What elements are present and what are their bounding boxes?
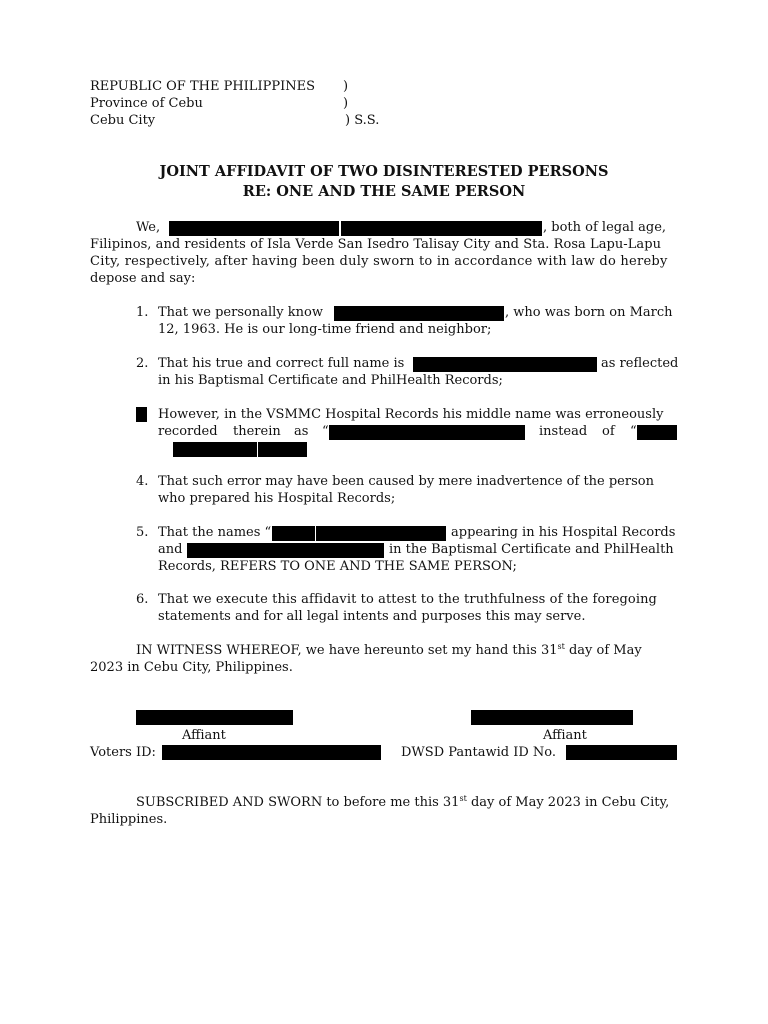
intro-we: We, (136, 220, 161, 235)
voters-id-label: Voters ID: (90, 745, 156, 760)
dwsd-id-label: DWSD Pantawid ID No. (401, 745, 557, 760)
item-6-number: 6. (136, 592, 149, 607)
jurat-text-a: SUBSCRIBED AND SWORN to before me this 31 (136, 795, 460, 810)
intro-line-4: depose and say: (90, 271, 196, 286)
item-5-text-a: That the names “ (158, 525, 272, 540)
caption-paren-1: ) (343, 79, 349, 94)
item-3-open-quote-2: “ (630, 424, 637, 439)
witness-text-a: IN WITNESS WHEREOF, we have hereunto set my hand this 31 (136, 643, 558, 658)
item-2 (158, 355, 677, 389)
item-6 (158, 591, 677, 625)
caption-republic: REPUBLIC OF THE PHILIPPINES (90, 79, 315, 94)
redaction-correct-middle-name-3 (258, 442, 307, 457)
redaction-dwsd-id (566, 745, 677, 760)
item-4 (158, 473, 677, 507)
item-5 (158, 524, 677, 575)
redaction-affiant-name-2 (341, 221, 542, 236)
witness-clause-line-2: 2023 in Cebu City, Philippines. (90, 660, 293, 675)
caption-province: Province of Cebu (90, 96, 203, 111)
item-5-number: 5. (136, 525, 149, 540)
intro-line-3: City, respectively, after having been duly sworn to in accordance with law do hereby (90, 254, 668, 269)
jurat-ordinal: st (459, 794, 467, 803)
redaction-hospital-name-1 (272, 526, 315, 541)
item-3-open-quote-1: “ (322, 424, 329, 439)
redaction-affiant-name-1 (169, 221, 339, 236)
redaction-correct-middle-name-1 (637, 425, 677, 440)
intro-line-2: Filipinos, and residents of Isla Verde San Isedro Talisay City and Sta. Rosa Lapu-Lapu (90, 237, 662, 252)
witness-text-b: day of May (568, 643, 642, 658)
item-5-and: and (158, 542, 183, 557)
item-4-number: 4. (136, 474, 149, 489)
item-2-number: 2. (136, 356, 149, 371)
item-3-text-a: However, in the VSMMC Hospital Records his middle name was erroneously (158, 407, 664, 422)
item-3 (158, 406, 677, 458)
item-2-text-c: in his Baptismal Certificate and PhilHealth Records; (158, 373, 503, 388)
jurat-line-1 (136, 794, 669, 811)
item-5-text-b: appearing in his Hospital Records (451, 525, 676, 540)
item-3-instead: instead (539, 424, 588, 439)
item-6-text-a: That we execute this affidavit to attest to the truthfulness of the foregoing (158, 592, 657, 607)
item-1-number: 1. (136, 305, 149, 320)
item-3-recorded: recorded (158, 424, 218, 439)
item-1 (158, 304, 677, 338)
subtitle-re: RE (242, 183, 266, 200)
subtitle-rest: : ONE AND THE SAME PERSON (265, 183, 526, 200)
jurat-line-2: Philippines. (90, 812, 168, 827)
caption-paren-2: ) (343, 96, 349, 111)
item-3-therein: therein (233, 424, 281, 439)
redaction-full-name (413, 357, 597, 372)
jurat-text-b: day of May 2023 in Cebu City, (470, 795, 670, 810)
redaction-person-name (334, 306, 504, 321)
item-2-text-b: as reflected (601, 356, 679, 371)
redaction-voters-id (162, 745, 381, 760)
redaction-hospital-name-2 (316, 526, 446, 541)
redaction-baptismal-name (187, 543, 384, 558)
item-1-text-a: That we personally know (158, 305, 323, 320)
redaction-item-3-number (136, 407, 147, 422)
item-4-text-a: That such error may have been caused by mere inadvertence of the person (158, 474, 654, 489)
item-6-text-c: statements and for all legal intents and purposes this may serve. (158, 609, 586, 624)
item-3-as: as (294, 424, 309, 439)
intro-after-names: , both of legal age, (543, 220, 667, 235)
redaction-signature-left (136, 710, 293, 725)
redaction-correct-middle-name-2 (173, 442, 257, 457)
item-3-of: of (602, 424, 615, 439)
item-2-text-a: That his true and correct full name is (158, 356, 405, 371)
item-1-text-b: , who was born on March (505, 305, 673, 320)
caption-city: Cebu City (90, 113, 156, 128)
item-4-text-c: who prepared his Hospital Records; (158, 491, 396, 506)
document-subtitle (0, 183, 768, 200)
witness-clause-line-1 (136, 642, 642, 659)
witness-ordinal: st (557, 642, 565, 651)
item-5-text-d: Records, REFERS TO ONE AND THE SAME PERSON; (158, 559, 517, 574)
item-1-text-c: 12, 1963. He is our long-time friend and neighbor; (158, 322, 492, 337)
item-5-text-c2: in the Baptismal Certificate and PhilHealth (389, 542, 674, 557)
affiant-label-left: Affiant (182, 728, 226, 743)
document-title: JOINT AFFIDAVIT OF TWO DISINTERESTED PERSONS (159, 163, 609, 180)
affiant-label-right: Affiant (543, 728, 587, 743)
caption-paren-ss: ) S.S. (345, 113, 380, 128)
redaction-signature-right (471, 710, 633, 725)
redaction-erroneous-name (329, 425, 525, 440)
